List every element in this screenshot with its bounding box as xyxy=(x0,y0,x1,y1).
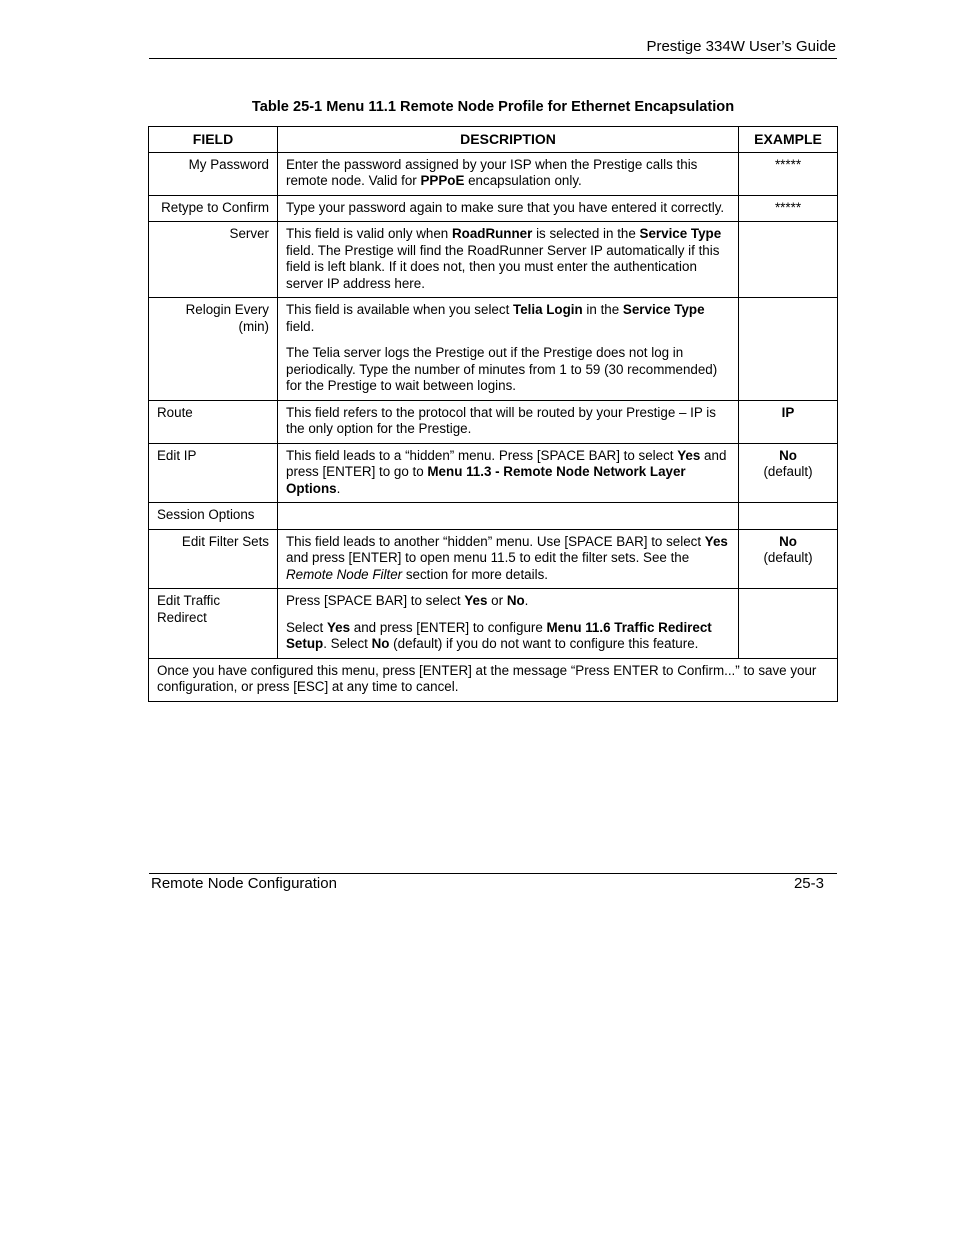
emphasis-bold: Telia Login xyxy=(513,302,583,317)
table-row xyxy=(149,589,838,659)
emphasis-bold: Menu 11.6 Traffic Redirect Setup xyxy=(286,619,712,651)
text-run: The Telia server logs the Prestige out if the Prestige does not log in periodically. Type the number of minutes from 1 to 59 (30 recommended) for the Prestige to wait between logins. xyxy=(286,345,718,393)
text-run: field. The Prestige will find the RoadRunner Server IP automatically if this field is left blank. If it does not, then you must enter the authentication server IP address here. xyxy=(286,242,720,291)
table-row xyxy=(149,443,838,503)
text-run: or xyxy=(487,593,507,608)
closing-note-row xyxy=(149,658,838,701)
field-example xyxy=(739,503,838,530)
emphasis-bold: Yes xyxy=(464,593,488,608)
field-name: Relogin Every (min) xyxy=(149,298,278,401)
column-header-example: EXAMPLE xyxy=(739,127,838,153)
text-run: This field refers to the protocol that will be routed by your Prestige – IP is the only option for the Prestige. xyxy=(286,404,716,436)
table-row xyxy=(149,298,838,401)
text-run: in the xyxy=(582,302,623,317)
field-name: Edit Filter Sets xyxy=(149,529,278,589)
field-name: My Password xyxy=(149,152,278,195)
header-divider xyxy=(149,58,837,59)
example-note: (default) xyxy=(763,464,813,479)
field-description xyxy=(278,298,739,401)
field-description xyxy=(278,152,739,195)
description-paragraph xyxy=(286,302,730,335)
table-row xyxy=(149,503,838,530)
field-name: Edit IP xyxy=(149,443,278,503)
emphasis-bold: No xyxy=(371,636,390,651)
footer-divider xyxy=(149,873,837,874)
field-name: Retype to Confirm xyxy=(149,195,278,222)
text-run: . xyxy=(336,480,341,496)
field-description xyxy=(278,529,739,589)
field-description xyxy=(278,195,739,222)
example-value: No xyxy=(779,533,797,549)
remote-node-profile-table xyxy=(148,126,838,702)
text-run: . xyxy=(524,593,529,608)
emphasis-bold: PPPoE xyxy=(420,173,465,188)
column-header-field: FIELD xyxy=(149,127,278,153)
field-example xyxy=(739,529,838,589)
description-paragraph xyxy=(286,226,730,292)
field-example xyxy=(739,589,838,659)
guide-title: Prestige 334W User’s Guide xyxy=(646,38,836,55)
table-title: Table 25-1 Menu 11.1 Remote Node Profile for Ethernet Encapsulation xyxy=(251,99,735,115)
field-description xyxy=(278,222,739,298)
description-paragraph xyxy=(286,593,730,610)
description-paragraph xyxy=(286,345,730,395)
emphasis-italic: Remote Node Filter xyxy=(286,566,403,582)
text-run: Press [SPACE BAR] to select xyxy=(286,593,465,608)
field-description xyxy=(278,503,739,530)
description-paragraph xyxy=(286,534,730,584)
field-description xyxy=(278,443,739,503)
example-value: ***** xyxy=(774,199,802,215)
description-paragraph xyxy=(286,620,730,653)
footer-section-name: Remote Node Configuration xyxy=(151,875,337,892)
table-row xyxy=(149,222,838,298)
field-example xyxy=(739,400,838,443)
field-example xyxy=(739,195,838,222)
field-name: Edit Traffic Redirect xyxy=(149,589,278,659)
example-note: (default) xyxy=(763,550,813,565)
emphasis-bold: Yes xyxy=(677,447,701,463)
text-run: . Select xyxy=(323,636,372,651)
field-example xyxy=(739,222,838,298)
field-example xyxy=(739,152,838,195)
text-run: is selected in the xyxy=(532,226,640,241)
example-value: No xyxy=(779,447,797,463)
footer-page-number: 25-3 xyxy=(793,875,824,892)
field-description xyxy=(278,589,739,659)
text-run: and press [ENTER] to configure xyxy=(350,619,547,635)
emphasis-bold: No xyxy=(506,593,525,608)
table-row xyxy=(149,152,838,195)
text-run: Select xyxy=(286,619,327,635)
description-paragraph xyxy=(286,448,730,498)
table-row xyxy=(149,195,838,222)
example-value: ***** xyxy=(774,156,802,172)
field-name: Route xyxy=(149,400,278,443)
field-name: Session Options xyxy=(149,503,278,530)
field-example xyxy=(739,443,838,503)
text-run: and press [ENTER] to open menu 11.5 to edit the filter sets. See the xyxy=(286,550,690,565)
emphasis-bold: Yes xyxy=(704,533,728,549)
emphasis-bold: Yes xyxy=(326,619,351,635)
text-run: section for more details. xyxy=(402,566,548,582)
field-name: Server xyxy=(149,222,278,298)
closing-note: Once you have configured this menu, press [ENTER] at the message “Press ENTER to Confirm...” to save your configuration, or press [ESC] at any time to cancel. xyxy=(149,658,838,701)
emphasis-bold: Service Type xyxy=(639,226,722,241)
emphasis-bold: Menu 11.3 - Remote Node Network Layer Options xyxy=(286,464,686,496)
emphasis-bold: Service Type xyxy=(622,302,705,317)
column-header-description: DESCRIPTION xyxy=(278,127,739,153)
text-run: (default) if you do not want to configure this feature. xyxy=(389,636,699,651)
emphasis-bold: RoadRunner xyxy=(451,226,533,241)
field-description xyxy=(278,400,739,443)
table-row xyxy=(149,529,838,589)
text-run: and press [ENTER] to go to xyxy=(286,447,727,479)
table-body xyxy=(149,152,838,658)
text-run: Type your password again to make sure that you have entered it correctly. xyxy=(286,199,725,215)
description-paragraph xyxy=(286,405,730,438)
text-run: Enter the password assigned by your ISP when the Prestige calls this remote node. Valid for xyxy=(286,156,698,188)
description-paragraph xyxy=(286,157,730,190)
table-row xyxy=(149,400,838,443)
text-run: field. xyxy=(286,318,315,334)
text-run: This field leads to a “hidden” menu. Press [SPACE BAR] to select xyxy=(286,447,678,463)
text-run: This field is available when you select xyxy=(286,302,514,317)
text-run: This field is valid only when xyxy=(286,226,452,241)
text-run: encapsulation only. xyxy=(464,173,582,188)
field-example xyxy=(739,298,838,401)
text-run: This field leads to another “hidden” menu. Use [SPACE BAR] to select xyxy=(286,533,705,549)
description-paragraph xyxy=(286,200,730,217)
table-header-row xyxy=(149,127,838,153)
example-value: IP xyxy=(781,404,795,420)
